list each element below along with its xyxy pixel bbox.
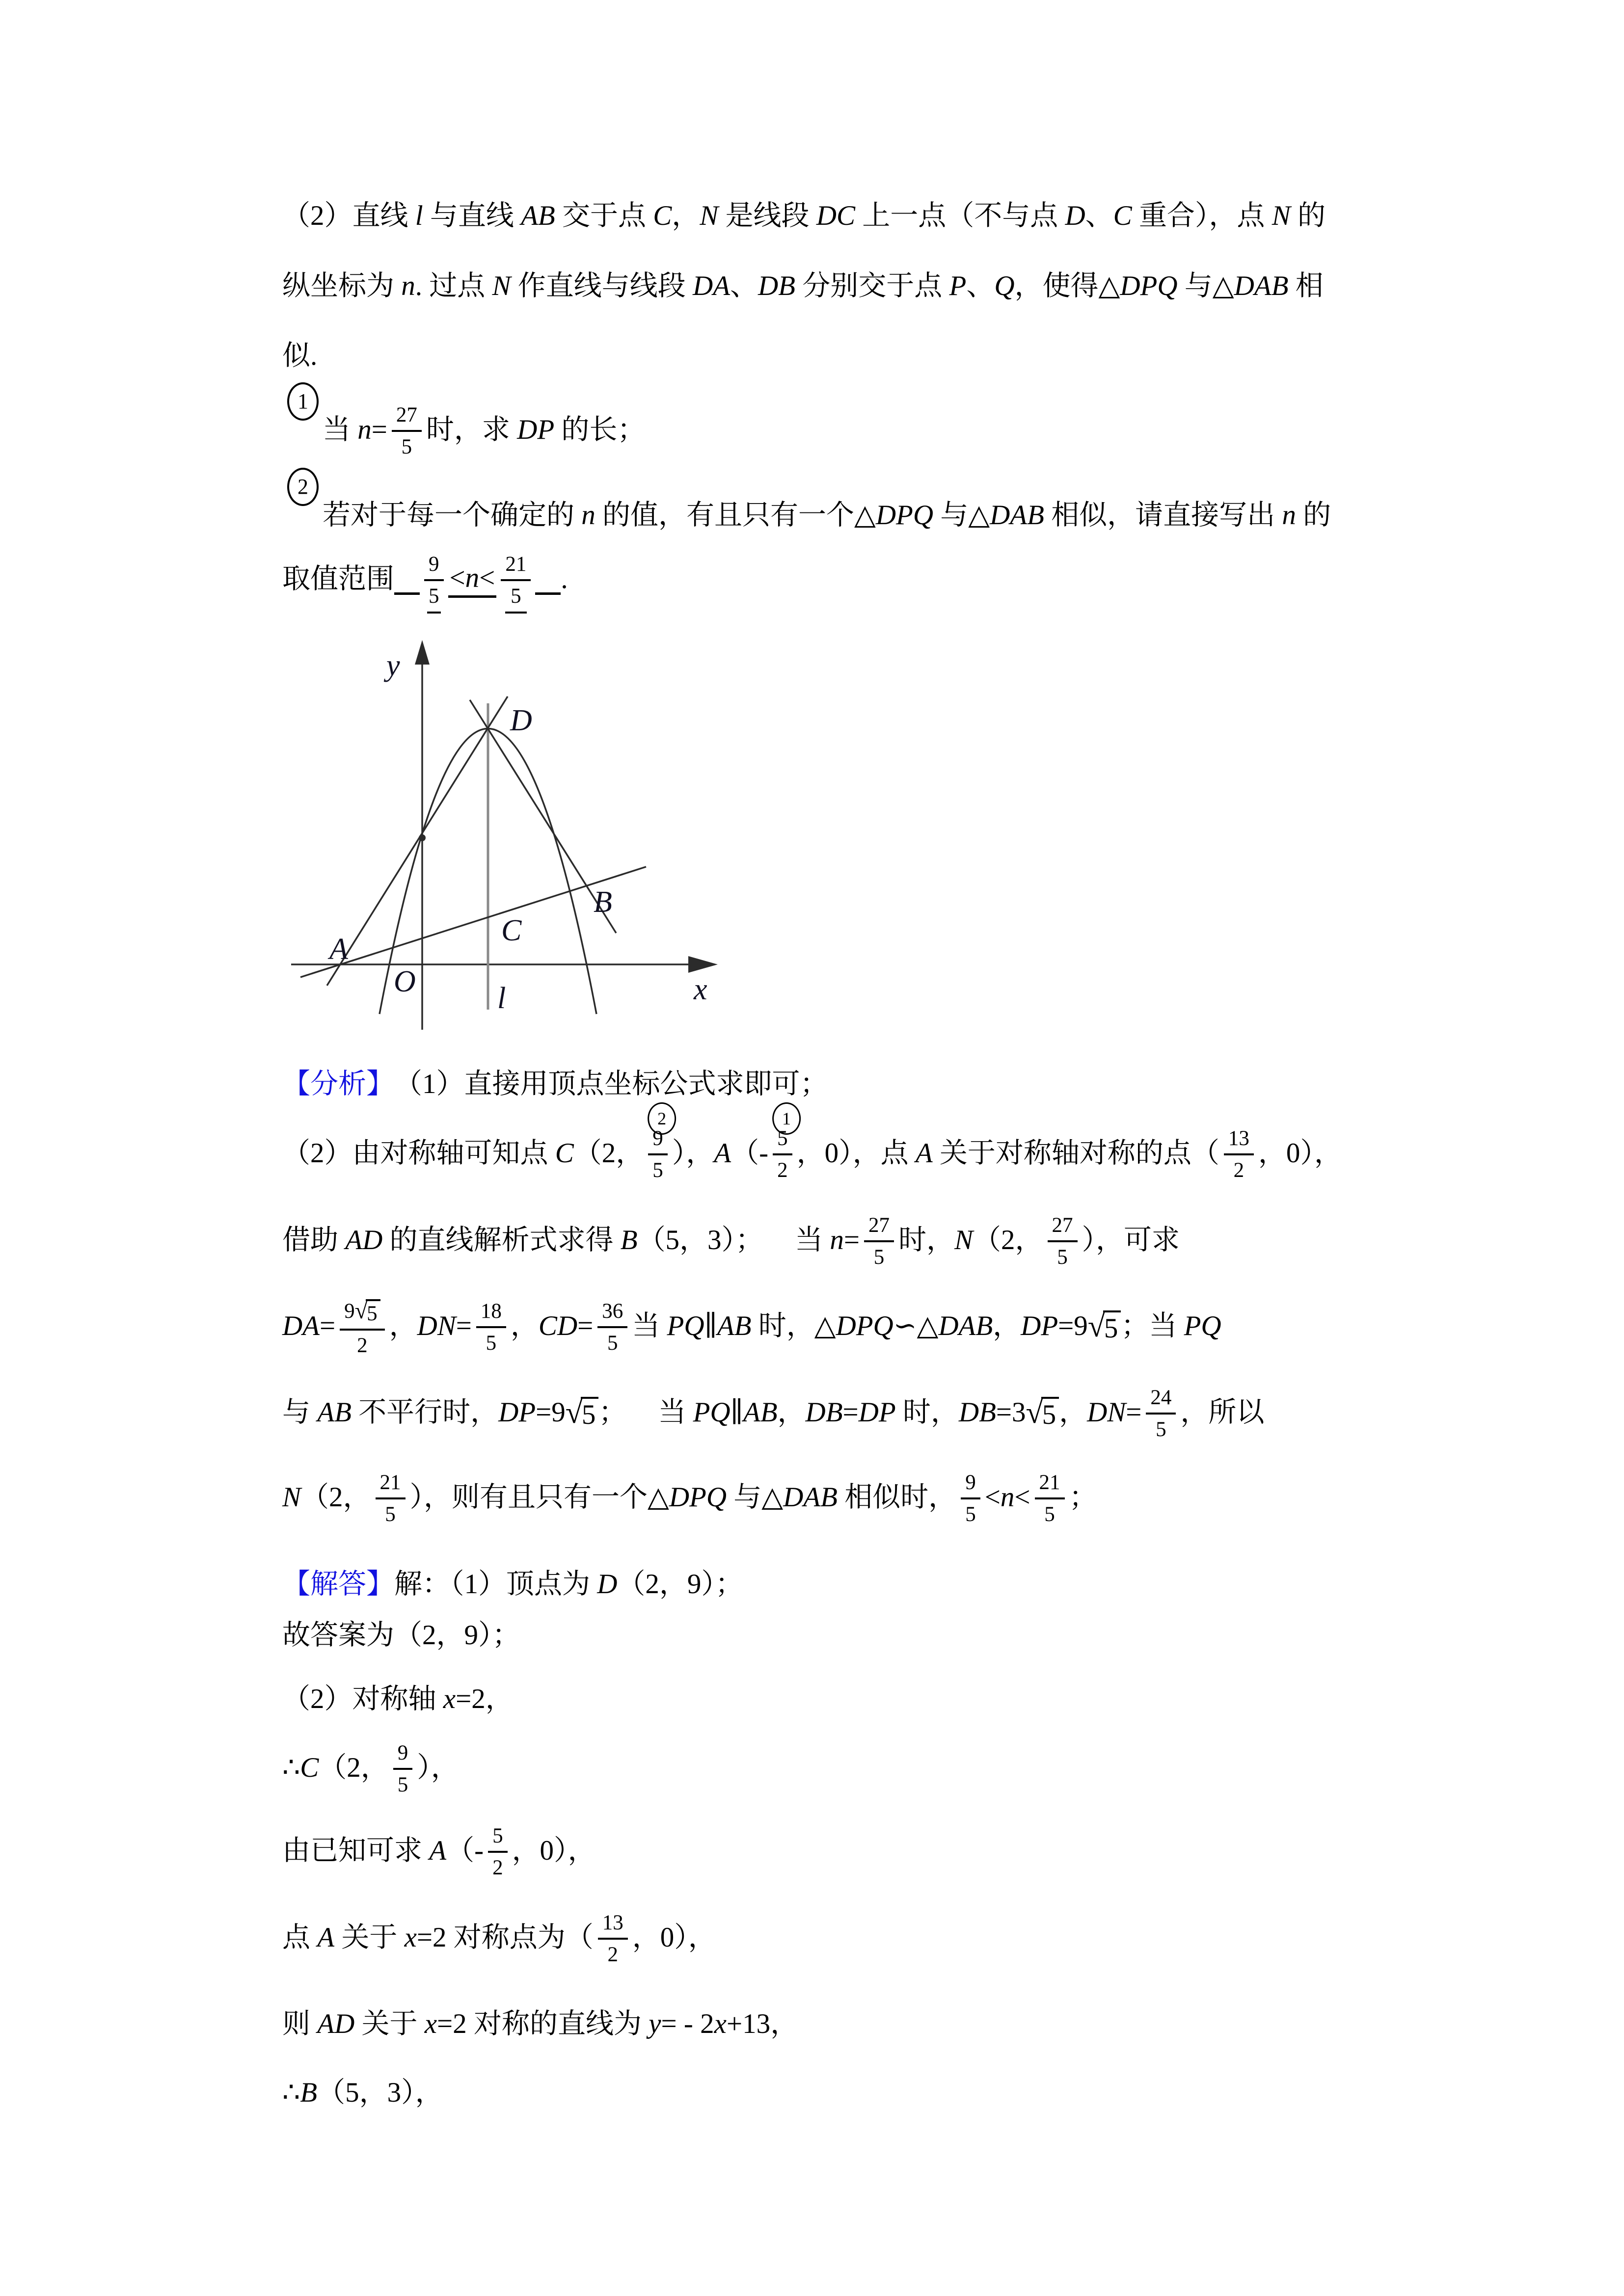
- sqrt-sign: √: [1026, 1394, 1043, 1430]
- math-var: PQ: [1184, 1310, 1221, 1342]
- math-var: B: [300, 2077, 318, 2109]
- text-run: 关于: [334, 1922, 405, 1953]
- numerator: 9: [424, 552, 444, 581]
- math-var: C: [653, 200, 672, 232]
- denominator: 5: [965, 1503, 976, 1526]
- numerator: 27: [392, 402, 422, 432]
- math-var: P: [949, 270, 967, 302]
- fraction: [340, 1296, 384, 1357]
- math-var: n: [581, 500, 595, 531]
- wide-space: [763, 1220, 795, 1260]
- denominator: 5: [429, 585, 439, 608]
- text-run: （5，3），: [317, 2077, 443, 2109]
- text-run: 似.: [282, 340, 318, 372]
- text-run: 9: [344, 1299, 355, 1323]
- denominator: 5: [607, 1332, 618, 1355]
- text-run: 与△: [727, 1482, 784, 1513]
- math-var: AB: [317, 1397, 352, 1428]
- text-run: 与: [282, 1397, 318, 1428]
- math-var: DPQ: [875, 500, 933, 531]
- text-run: =2，: [456, 1683, 514, 1715]
- math-var: AD: [317, 2008, 355, 2040]
- math-var: DAB: [1234, 270, 1289, 302]
- fraction: [424, 552, 444, 607]
- fraction: [376, 1470, 406, 1525]
- text-run: =: [842, 1397, 859, 1428]
- text-run: 时，求: [426, 414, 517, 446]
- sqrt-radicand: 5: [581, 1397, 599, 1429]
- text-run: 当: [323, 414, 358, 446]
- text-run: =: [577, 1310, 594, 1342]
- text-run: 上一点（不与点: [855, 200, 1065, 232]
- math-var: DP: [1021, 1310, 1058, 1342]
- text-run: 时，: [895, 1397, 959, 1428]
- text-run: 相似时，: [837, 1482, 957, 1513]
- math-var: D: [597, 1569, 618, 1600]
- annotation-circle: 2: [648, 1102, 676, 1135]
- analysis-line-3: [282, 1191, 1180, 1289]
- text-run: =: [319, 1310, 336, 1342]
- text-run: ，: [510, 1310, 539, 1342]
- fraction: [393, 1740, 413, 1795]
- text-run: =2 对称的直线为: [437, 2008, 649, 2040]
- math-var: DPQ: [836, 1310, 893, 1342]
- text-run: 则: [282, 2008, 318, 2040]
- figure-graph: [273, 634, 720, 1033]
- math-var: DP: [517, 414, 555, 446]
- denominator: 2: [777, 1159, 788, 1182]
- text-run: .: [561, 563, 568, 595]
- label-B: B: [594, 885, 612, 919]
- text-run: ；: [598, 1397, 627, 1428]
- text-run: 是线段: [718, 200, 816, 232]
- analysis-line-4: [282, 1277, 1221, 1375]
- math-var: DB: [805, 1397, 843, 1428]
- math-var: x: [714, 2008, 727, 2040]
- math-var: N: [1272, 200, 1291, 232]
- math-var: DB: [758, 270, 795, 302]
- math-var: DPQ: [1120, 270, 1178, 302]
- fraction: [961, 1470, 980, 1525]
- text-run: 关于对称轴对称的点（: [932, 1138, 1219, 1169]
- text-run: 解：（1）顶点为: [394, 1569, 597, 1600]
- text-run: （2，: [573, 1138, 644, 1169]
- text-run: 分别交于点: [795, 270, 949, 302]
- text-run: 的长；: [554, 414, 646, 446]
- text-run: ∥: [704, 1310, 717, 1342]
- math-var: DN: [1087, 1397, 1126, 1428]
- text-run: <: [1014, 1482, 1030, 1513]
- text-run: 点: [282, 1922, 318, 1953]
- denominator: 5: [511, 585, 521, 608]
- text-run: ，: [1059, 1397, 1087, 1428]
- text-run: =3: [996, 1397, 1026, 1428]
- text-run: 相似，请直接写出: [1044, 500, 1282, 531]
- fraction: [501, 552, 531, 607]
- text-run: 作直线与线段: [511, 270, 693, 302]
- circled-number: 2: [287, 468, 319, 506]
- text-run: ，使得△: [1014, 270, 1120, 302]
- denominator: 5: [1156, 1418, 1166, 1441]
- line-AD: [327, 696, 508, 986]
- fraction: [1224, 1126, 1254, 1181]
- text-run: 的直线解析式求得: [382, 1225, 621, 1256]
- math-var: A: [429, 1835, 447, 1867]
- text-run: ∥: [730, 1397, 743, 1428]
- text-run: 当: [632, 1310, 667, 1342]
- analysis-line-2: [282, 1104, 1342, 1202]
- text-run: ，0），: [512, 1835, 596, 1867]
- math-var: x: [443, 1683, 456, 1715]
- math-var: n: [465, 562, 480, 593]
- text-run: （2，9）；: [617, 1569, 743, 1600]
- text-run: （1）直接用顶点坐标公式求即可；: [394, 1068, 828, 1100]
- label-l: l: [497, 982, 506, 1015]
- text-run: 由已知可求: [282, 1835, 430, 1867]
- fraction: [1048, 1213, 1078, 1268]
- math-var: DA: [282, 1310, 320, 1342]
- fraction: [392, 402, 422, 457]
- fraction: [773, 1109, 792, 1182]
- math-var: A: [317, 1922, 335, 1953]
- text-run: （5，3）；: [637, 1225, 764, 1256]
- fraction: [488, 1823, 508, 1878]
- math-var: A: [915, 1138, 933, 1169]
- math-var: C: [300, 1752, 319, 1784]
- text-run: +13，: [726, 2008, 799, 2040]
- text-run: 时，: [898, 1225, 954, 1256]
- numerator: 13: [598, 1910, 628, 1940]
- text-run: =: [456, 1310, 472, 1342]
- sqrt: [1088, 1310, 1121, 1342]
- fraction: [864, 1213, 894, 1268]
- text-run: ），: [672, 1138, 714, 1169]
- label-origin: O: [394, 965, 416, 998]
- text-run: 借助: [282, 1225, 346, 1256]
- fraction: [598, 1910, 628, 1965]
- text-run: ，0），: [632, 1922, 716, 1953]
- text-run: ∴: [282, 2077, 300, 2109]
- label-C: C: [501, 914, 522, 947]
- text-run: . 过点: [415, 270, 492, 302]
- math-var: n: [357, 414, 372, 446]
- math-var: DN: [417, 1310, 456, 1342]
- math-var: DP: [498, 1397, 536, 1428]
- math-var: DP: [858, 1397, 896, 1428]
- text-run: 相: [1288, 270, 1324, 302]
- text-run: 与△: [933, 500, 990, 531]
- text-run: 时，△: [751, 1310, 836, 1342]
- analysis-line-6: [282, 1448, 1097, 1547]
- text-run: ；: [1069, 1482, 1097, 1513]
- text-run: ，所以: [1180, 1397, 1265, 1428]
- text-run: （2，: [319, 1752, 389, 1784]
- label-x: x: [694, 973, 707, 1006]
- denominator: 5: [652, 1159, 663, 1182]
- denominator: 2: [1233, 1159, 1245, 1182]
- denominator: 5: [397, 1773, 408, 1796]
- text-run: <: [984, 1482, 1001, 1513]
- math-var: DAB: [783, 1482, 838, 1513]
- math-var: Q: [994, 270, 1015, 302]
- math-var: C: [555, 1138, 574, 1169]
- text-run: 的: [1290, 200, 1326, 232]
- text-run: ∴: [282, 1752, 300, 1784]
- text-run: （-: [446, 1835, 484, 1867]
- text-run: =9: [536, 1397, 566, 1428]
- math-var: DA: [693, 270, 731, 302]
- text-run: 交于点: [555, 200, 653, 232]
- math-var: AD: [345, 1225, 383, 1256]
- text-run: 的: [1296, 500, 1331, 531]
- math-var: n: [830, 1225, 844, 1256]
- sqrt-sign: √: [1087, 1308, 1105, 1343]
- text-run: <: [479, 562, 495, 593]
- text-run: =2 对称点为（: [416, 1922, 594, 1953]
- text-run: ；当: [1121, 1310, 1184, 1342]
- text-run: 重合），点: [1132, 200, 1272, 232]
- problem-paragraph-line-2: [282, 237, 1324, 335]
- text-run: =: [1126, 1397, 1142, 1428]
- text-run: =9: [1058, 1310, 1088, 1342]
- numerator: 5: [488, 1823, 508, 1853]
- sqrt: [1026, 1394, 1059, 1430]
- text-run: 关于: [354, 2008, 425, 2040]
- circled-number: 1: [287, 382, 319, 421]
- numerator: 9: [961, 1470, 980, 1499]
- fraction: [597, 1299, 627, 1354]
- denominator: 5: [1057, 1246, 1068, 1269]
- numerator: 24: [1146, 1385, 1176, 1415]
- text-run: 取值范围: [282, 563, 394, 595]
- math-var: DAB: [990, 500, 1044, 531]
- math-var: N: [700, 200, 719, 232]
- answer-range-line: [282, 530, 568, 628]
- text-run: ，: [993, 1310, 1021, 1342]
- text-run: （2）直线: [282, 200, 415, 232]
- text-run: 若对于每一个确定的: [323, 500, 582, 531]
- text-run: =: [371, 414, 387, 446]
- denominator: 5: [1044, 1503, 1055, 1526]
- text-run: = - 2: [661, 2008, 714, 2040]
- math-var: DAB: [938, 1310, 993, 1342]
- denominator: 5: [401, 435, 412, 458]
- text-run: 、: [730, 270, 758, 302]
- math-var: l: [415, 200, 423, 232]
- text-run: （2）由对称轴可知点: [282, 1138, 555, 1169]
- math-var: N: [282, 1482, 301, 1513]
- numerator: 21: [1035, 1470, 1065, 1499]
- text-run: （2，: [973, 1225, 1043, 1256]
- text-run: 与直线: [423, 200, 521, 232]
- math-var: AB: [717, 1310, 752, 1342]
- numerator: 21: [501, 552, 531, 581]
- underscore-segment: [394, 564, 420, 595]
- numerator: [340, 1296, 384, 1331]
- text-run: （2）对称轴: [282, 1683, 443, 1715]
- text-run: ，: [672, 200, 700, 232]
- math-var: PQ: [693, 1397, 731, 1428]
- denominator: 5: [486, 1332, 497, 1355]
- math-var: n: [401, 270, 415, 302]
- denominator: 2: [492, 1856, 503, 1879]
- text-run: 、: [966, 270, 995, 302]
- denominator: 2: [357, 1334, 368, 1358]
- fraction: [1035, 1470, 1065, 1525]
- text-run: （2，: [301, 1482, 371, 1513]
- math-var: DB: [958, 1397, 996, 1428]
- text-run: 的值，有且只有一个△: [595, 500, 876, 531]
- math-var: x: [424, 2008, 437, 2040]
- text-run: 、: [1085, 200, 1113, 232]
- text-run: ），则有且只有一个△: [409, 1482, 669, 1513]
- underline-run: [448, 561, 497, 598]
- denominator: 2: [607, 1943, 619, 1966]
- section-tag: 【解答】: [282, 1569, 394, 1600]
- sqrt-radicand: 5: [366, 1299, 380, 1324]
- fraction: [1146, 1385, 1176, 1440]
- math-var: N: [954, 1225, 973, 1256]
- numerator: 27: [864, 1213, 894, 1242]
- text-run: ），: [417, 1752, 459, 1784]
- math-var: A: [714, 1138, 731, 1169]
- math-var: n: [1282, 500, 1296, 531]
- sqrt-radicand: 5: [1041, 1397, 1059, 1429]
- sqrt-sign: √: [354, 1298, 368, 1324]
- math-var: C: [1113, 200, 1132, 232]
- sqrt: [355, 1299, 380, 1324]
- text-run: ，: [389, 1310, 417, 1342]
- y-axis-arrow: [415, 640, 430, 665]
- numerator: 9: [648, 1126, 668, 1155]
- sqrt-sign: √: [565, 1394, 583, 1430]
- numerator: 18: [476, 1299, 506, 1328]
- math-var: AB: [521, 200, 555, 232]
- math-var: y: [649, 2008, 661, 2040]
- underscore-segment: [535, 564, 561, 595]
- text-run: ），可求: [1082, 1225, 1180, 1256]
- label-D: D: [510, 704, 532, 737]
- math-var: PQ: [667, 1310, 704, 1342]
- math-var: D: [1065, 200, 1085, 232]
- annotation-circle: 1: [772, 1102, 801, 1135]
- text-run: 当: [658, 1397, 693, 1428]
- text-run: ∽△: [893, 1310, 939, 1342]
- denominator: 5: [873, 1246, 885, 1269]
- numerator: 5: [773, 1126, 792, 1155]
- text-run: （-: [731, 1138, 769, 1169]
- label-y: y: [386, 649, 400, 682]
- denominator: 5: [385, 1503, 396, 1526]
- fraction: [476, 1299, 506, 1354]
- solution-line-8: [282, 2044, 443, 2142]
- text-run: <: [449, 562, 465, 593]
- math-var: DC: [816, 200, 855, 232]
- text-run: 纵坐标为: [282, 270, 402, 302]
- math-var: N: [492, 270, 511, 302]
- text-run: ，0），: [1258, 1138, 1342, 1169]
- solution-line-6: [282, 1889, 716, 1987]
- numerator: 13: [1224, 1126, 1254, 1155]
- math-var: B: [620, 1225, 638, 1256]
- numerator: 21: [376, 1470, 406, 1499]
- label-A: A: [329, 933, 348, 966]
- text-run: 故答案为（2，9）；: [282, 1620, 520, 1651]
- text-run: 当: [795, 1225, 830, 1256]
- text-run: =: [843, 1225, 860, 1256]
- math-var: CD: [538, 1310, 578, 1342]
- sqrt: [565, 1394, 599, 1430]
- sqrt-radicand: 5: [1103, 1310, 1121, 1342]
- text-run: ，: [777, 1397, 806, 1428]
- numerator: 36: [597, 1299, 627, 1328]
- numerator: 27: [1048, 1213, 1078, 1242]
- text-run: 与△: [1177, 270, 1234, 302]
- math-var: n: [1000, 1482, 1015, 1513]
- problem-item1-line: [282, 381, 645, 479]
- wide-space: [626, 1392, 658, 1433]
- math-var: AB: [743, 1397, 778, 1428]
- line-AB: [300, 867, 646, 977]
- text-run: ，0），点: [796, 1138, 916, 1169]
- solution-line-5: [282, 1802, 596, 1900]
- math-var: x: [404, 1922, 417, 1953]
- y-intercept-dot: [419, 834, 426, 841]
- math-var: DPQ: [669, 1482, 727, 1513]
- section-tag: 【分析】: [282, 1068, 394, 1100]
- fraction: [648, 1109, 668, 1182]
- text-run: 不平行时，: [351, 1397, 499, 1428]
- numerator: 9: [393, 1740, 413, 1770]
- analysis-line-5: [282, 1363, 1264, 1462]
- x-axis-arrow: [688, 956, 718, 973]
